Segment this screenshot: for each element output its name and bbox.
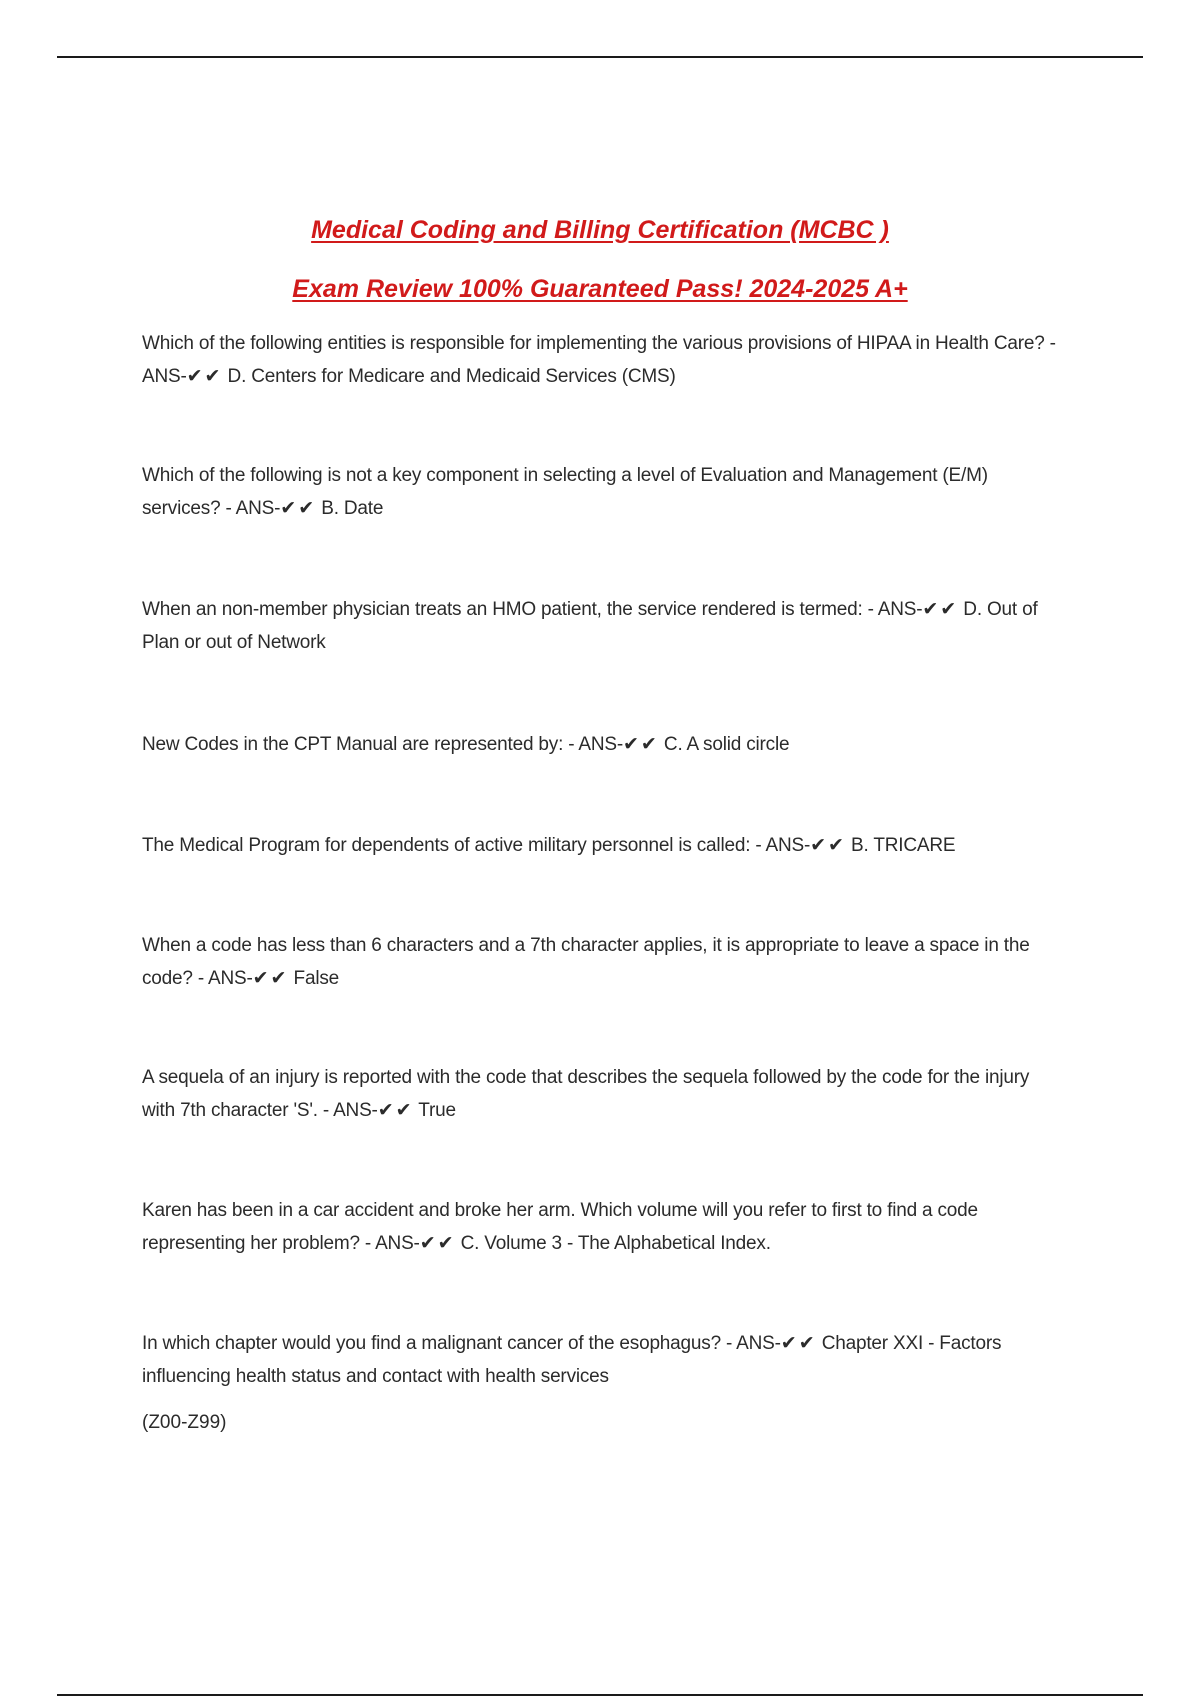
top-rule xyxy=(57,56,1143,58)
check-icon: ✔✔ xyxy=(186,366,223,387)
qa-item xyxy=(142,829,1067,862)
qa-item xyxy=(142,593,1067,659)
title-line-1: Medical Coding and Billing Certification (MCBC ) xyxy=(311,216,889,244)
check-icon: ✔✔ xyxy=(377,1100,414,1121)
qa-item xyxy=(142,459,1067,525)
qa-item xyxy=(142,728,1067,761)
question-text: Karen has been in a car accident and broke her arm. Which volume will you refer to first to find a code representing her problem? - ANS- xyxy=(142,1200,978,1254)
check-icon: ✔✔ xyxy=(280,498,317,519)
answer-text: False xyxy=(293,968,340,989)
question-text: New Codes in the CPT Manual are represented by: - ANS- xyxy=(142,734,623,755)
qa-item xyxy=(142,1327,1067,1393)
answer-text: B. TRICARE xyxy=(851,835,956,856)
bottom-rule xyxy=(57,1694,1143,1696)
check-icon: ✔✔ xyxy=(252,968,289,989)
qa-item xyxy=(142,327,1067,393)
answer-text: Chapter XXI - Factors influencing health status and contact with health services xyxy=(142,1333,1002,1387)
answer-text: True xyxy=(418,1100,456,1121)
answer-text: C. A solid circle xyxy=(663,734,790,755)
question-text: The Medical Program for dependents of active military personnel is called: - ANS- xyxy=(142,835,811,856)
question-text: When a code has less than 6 characters and a 7th character applies, it is appropriate to leave a space in the code? - ANS- xyxy=(142,935,1030,989)
question-text: When an non-member physician treats an HMO patient, the service rendered is termed: - ANS- xyxy=(142,599,923,620)
qa-item xyxy=(142,1194,1067,1260)
answer-text: D. Centers for Medicare and Medicaid Services (CMS) xyxy=(227,366,676,387)
qa-item xyxy=(142,929,1067,995)
check-icon: ✔✔ xyxy=(622,734,659,755)
question-text: A sequela of an injury is reported with the code that describes the sequela followed by the code for the injury with 7th character 'S'. - ANS- xyxy=(142,1067,1030,1121)
check-icon: ✔✔ xyxy=(780,1333,817,1354)
answer-text: D. Out of Plan or out of Network xyxy=(142,599,1038,653)
check-icon: ✔✔ xyxy=(419,1233,456,1254)
title-line-2: Exam Review 100% Guaranteed Pass! 2024-2025 A+ xyxy=(292,275,908,303)
answer-text: B. Date xyxy=(321,498,384,519)
answer-continuation: (Z00-Z99) xyxy=(142,1412,227,1433)
check-icon: ✔✔ xyxy=(810,835,846,856)
question-text: In which chapter would you find a malignant cancer of the esophagus? - ANS- xyxy=(142,1333,781,1354)
document-title xyxy=(0,212,1200,330)
answer-text: C. Volume 3 - The Alphabetical Index. xyxy=(460,1233,771,1254)
check-icon: ✔✔ xyxy=(922,599,959,620)
question-text: Which of the following is not a key component in selecting a level of Evaluation and Management (E/M) services? - ANS- xyxy=(142,465,988,519)
question-text: Which of the following entities is responsible for implementing the various provisions of HIPAA in Health Care? - ANS- xyxy=(142,333,1056,387)
qa-item xyxy=(142,1061,1067,1127)
